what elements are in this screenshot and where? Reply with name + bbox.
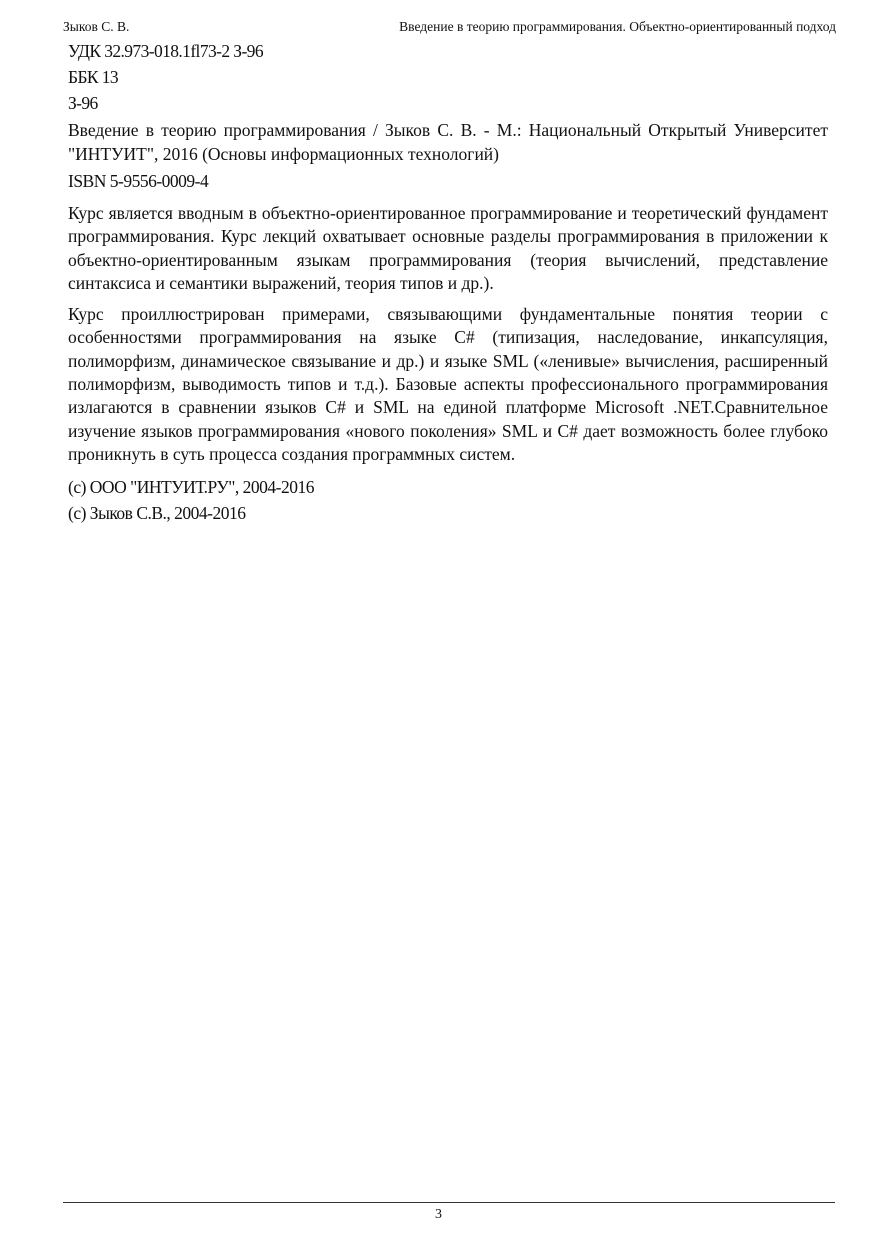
page-number: 3	[435, 1207, 442, 1222]
isbn-line: ISBN 5-9556-0009-4	[68, 171, 209, 191]
copyright-publisher: (c) ООО "ИНТУИТ.РУ", 2004-2016	[68, 477, 314, 498]
footer-divider	[63, 1202, 835, 1203]
bbk-line: ББК 13	[68, 67, 119, 87]
header-author: Зыков С. В.	[63, 19, 130, 34]
annotation-paragraph-1: Курс является вводным в объектно-ориентированное программирование и теоретический фундамент программирования. Курс лекций охватывает основные разделы программирования в приложении к объектно-ориентированным языкам программирования (теория вычислений, представление синтаксиса и семантики выражений, теория типов и др.).	[68, 203, 828, 293]
author-code-line: З-96	[68, 93, 98, 113]
running-header	[63, 17, 836, 37]
bibliographic-citation: Введение в теорию программирования / Зыков С. В. - М.: Национальный Открытый Университет "ИНТУИТ", 2016 (Основы информационных технологий)	[68, 120, 828, 164]
page-content	[68, 38, 828, 526]
udk-line: УДК 32.973-018.1fl73-2 З-96	[68, 41, 263, 61]
copyright-author: (c) Зыков С.В., 2004-2016	[68, 503, 246, 524]
annotation-paragraph-2: Курс проиллюстрирован примерами, связывающими фундаментальные понятия теории с особенностями программирования на языке C# (типизация, наследование, инкапсуляция, полиморфизм, динамическое связывание и др.) и языке SML («ленивые» вычисления, расширенный полиморфизм, выводимость типов и т.д.). Базовые аспекты профессионального программирования излагаются в сравнении языков C# и SML на единой платформе Microsoft .NET.Сравнительное изучение языков программирования «нового поколения» SML и C# дает возможность более глубоко проникнуть в суть процесса создания программных систем.	[68, 304, 828, 464]
header-book-title: Введение в теорию программирования. Объектно-ориентированный подход	[399, 19, 836, 34]
